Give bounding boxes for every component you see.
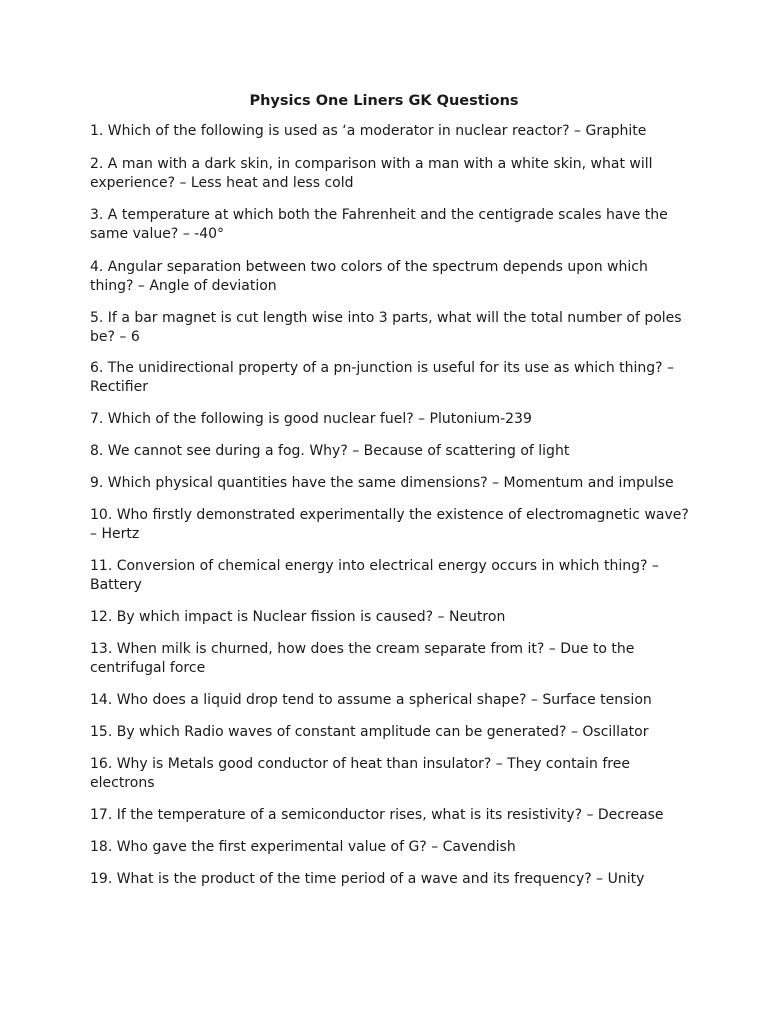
question-7: 7. Which of the following is good nuclear fuel? – Plutonium-239 bbox=[90, 411, 532, 427]
question-4: 4. Angular separation between two colors of the spectrum depends upon which thing? – Angle of deviation bbox=[90, 259, 648, 294]
question-8: 8. We cannot see during a fog. Why? – Because of scattering of light bbox=[90, 443, 570, 459]
question-10: 10. Who firstly demonstrated experimentally the existence of electromagnetic wave? – Hertz bbox=[90, 507, 689, 542]
question-15: 15. By which Radio waves of constant amplitude can be generated? – Oscillator bbox=[90, 724, 649, 740]
question-6: 6. The unidirectional property of a pn-junction is useful for its use as which thing? – Rectifier bbox=[90, 360, 675, 395]
question-2: 2. A man with a dark skin, in comparison with a man with a white skin, what will experience? – Less heat and less cold bbox=[90, 156, 653, 191]
question-17: 17. If the temperature of a semiconductor rises, what is its resistivity? – Decrease bbox=[90, 807, 664, 823]
question-14: 14. Who does a liquid drop tend to assume a spherical shape? – Surface tension bbox=[90, 692, 652, 708]
question-3: 3. A temperature at which both the Fahrenheit and the centigrade scales have the same value? – -40° bbox=[90, 207, 668, 242]
question-12: 12. By which impact is Nuclear fission is caused? – Neutron bbox=[90, 609, 506, 625]
question-16: 16. Why is Metals good conductor of heat than insulator? – They contain free electrons bbox=[90, 756, 630, 791]
question-13: 13. When milk is churned, how does the cream separate from it? – Due to the centrifugal force bbox=[90, 641, 635, 676]
question-19: 19. What is the product of the time period of a wave and its frequency? – Unity bbox=[90, 871, 645, 887]
question-5: 5. If a bar magnet is cut length wise into 3 parts, what will the total number of poles be? – 6 bbox=[90, 310, 682, 345]
question-11: 11. Conversion of chemical energy into electrical energy occurs in which thing? – Battery bbox=[90, 558, 659, 593]
question-18: 18. Who gave the first experimental value of G? – Cavendish bbox=[90, 839, 516, 855]
question-9: 9. Which physical quantities have the same dimensions? – Momentum and impulse bbox=[90, 475, 674, 491]
document-title: Physics One Liners GK Questions bbox=[249, 93, 519, 109]
question-1: 1. Which of the following is used as ‘a moderator in nuclear reactor? – Graphite bbox=[90, 123, 647, 139]
